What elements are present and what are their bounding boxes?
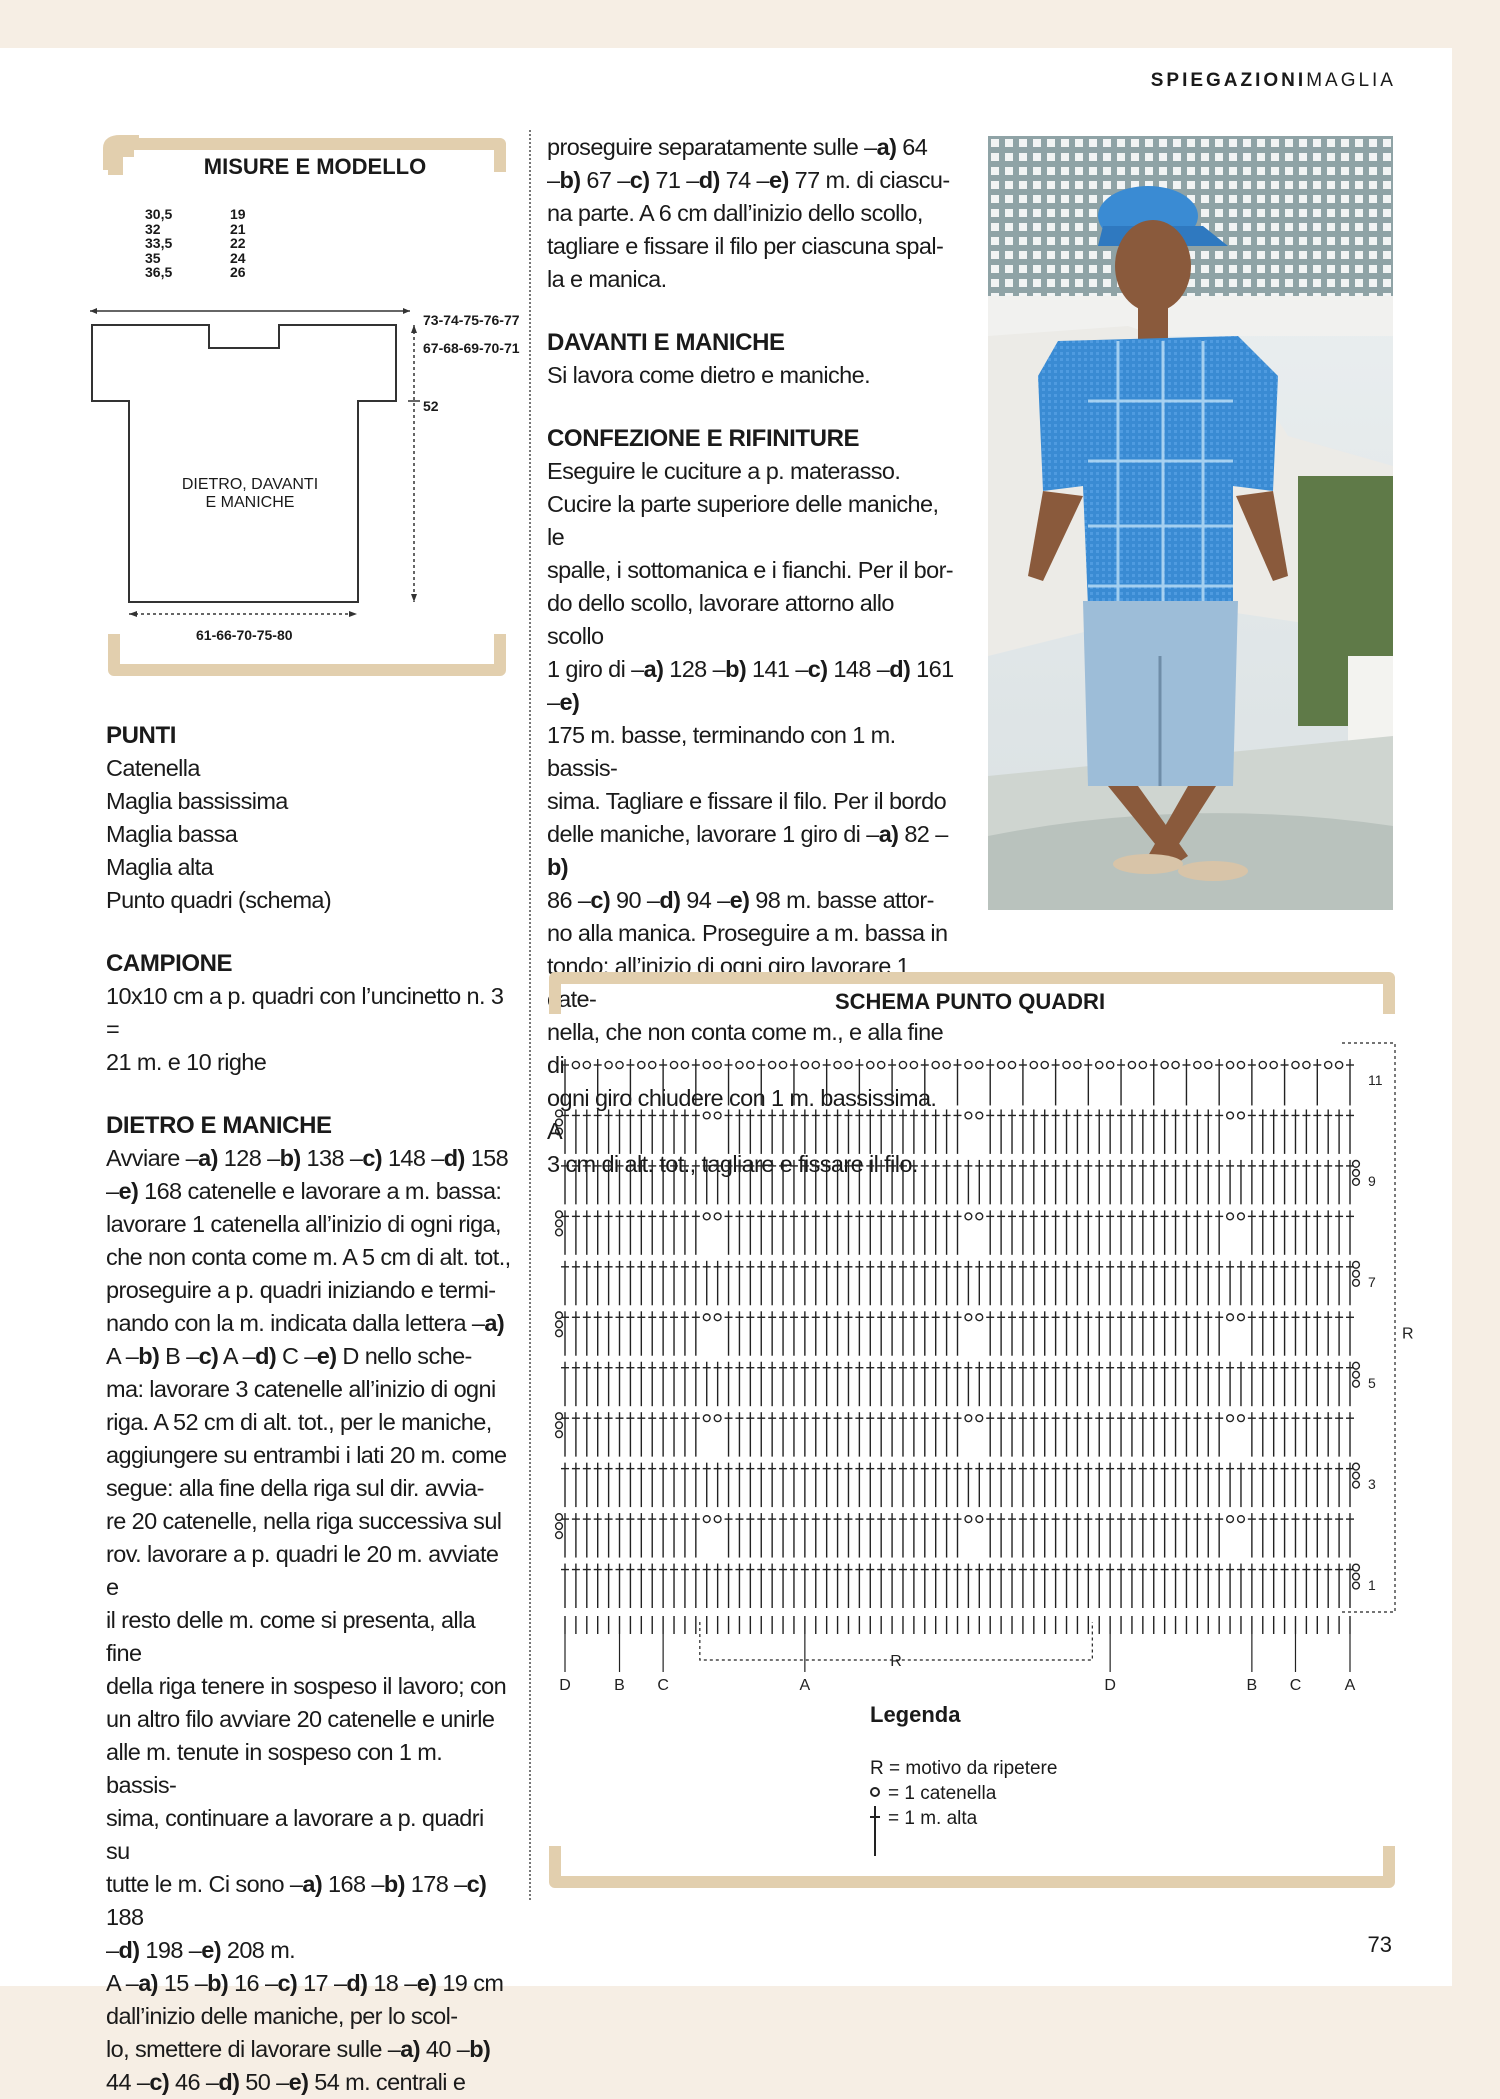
- chain-stitch: [965, 1061, 972, 1068]
- chain-stitch: [1353, 1371, 1360, 1378]
- chain-stitch: [1128, 1061, 1135, 1068]
- chain-stitch: [943, 1061, 950, 1068]
- chart-letter: C: [1289, 1677, 1302, 1694]
- chain-stitch: [1227, 1213, 1234, 1220]
- chain-stitch: [1353, 1170, 1360, 1177]
- chain-stitch: [572, 1061, 579, 1068]
- chart-letter: D: [1104, 1677, 1116, 1694]
- chain-stitch: [556, 1514, 563, 1521]
- chain-stitch: [556, 1119, 563, 1126]
- chain-stitch: [1096, 1061, 1103, 1068]
- chain-stitch: [714, 1415, 721, 1422]
- repeat-label: R: [1402, 1325, 1414, 1343]
- chain-stitch: [1161, 1061, 1168, 1068]
- confezione-line: Eseguire le cuciture a p. materasso.: [547, 458, 901, 484]
- chain-stitch: [1325, 1061, 1332, 1068]
- dietro-line: 44 –c) 46 –d) 50 –e) 54 m. centrali e: [106, 2069, 466, 2095]
- chain-stitch: [1353, 1463, 1360, 1470]
- legend-dc: = 1 m. alta: [870, 1806, 1057, 1831]
- stitch-chart: [550, 1035, 1414, 1695]
- confezione-line: 3 cm di alt. tot., tagliare e fissare il filo.: [547, 1151, 918, 1177]
- chain-stitch: [1353, 1270, 1360, 1277]
- chain-stitch: [878, 1061, 885, 1068]
- chain-stitch: [556, 1128, 563, 1135]
- chain-stitch: [834, 1061, 841, 1068]
- chain-stitch: [1335, 1061, 1342, 1068]
- dietro-line: il resto delle m. come si presenta, alla fine: [106, 1607, 476, 1666]
- row-number: 11: [1368, 1072, 1383, 1089]
- chain-stitch: [714, 1061, 721, 1068]
- punti-item: Maglia bassissima: [106, 788, 288, 814]
- chain-stitch: [1259, 1061, 1266, 1068]
- row-number: 9: [1368, 1173, 1376, 1190]
- chain-stitch: [1353, 1582, 1360, 1589]
- neck-depth-list: 19 21 22 24 26: [230, 206, 246, 280]
- dietro-line: un altro filo avviare 20 catenelle e unirle: [106, 1706, 495, 1732]
- chain-stitch: [812, 1061, 819, 1068]
- measure-panel-title: MISURE E MODELLO: [203, 154, 427, 179]
- total-length-bottom: 67-68-69-70-71: [423, 340, 520, 356]
- chain-stitch: [703, 1415, 710, 1422]
- chain-stitch: [976, 1112, 983, 1119]
- chain-stitch: [1227, 1415, 1234, 1422]
- punti-item: Maglia alta: [106, 854, 214, 880]
- chain-stitch: [1194, 1061, 1201, 1068]
- chain-stitch: [910, 1061, 917, 1068]
- dietro-line: proseguire a p. quadri iniziando e termi-: [106, 1277, 496, 1303]
- campione-line: 21 m. e 10 righe: [106, 1049, 267, 1075]
- chain-stitch: [556, 1532, 563, 1539]
- dietro-line: dall’inizio delle maniche, per lo scol-: [106, 2003, 458, 2029]
- chain-stitch: [747, 1061, 754, 1068]
- chain-stitch: [714, 1516, 721, 1523]
- dietro-line: lo, smettere di lavorare sulle –a) 40 –b): [106, 2036, 491, 2062]
- chain-stitch: [976, 1213, 983, 1220]
- chain-stitch: [616, 1061, 623, 1068]
- chain-stitch: [1353, 1179, 1360, 1186]
- chain-stitch: [1303, 1061, 1310, 1068]
- chain-stitch: [769, 1061, 776, 1068]
- legend-repeat: R = motivo da ripetere: [870, 1758, 1058, 1779]
- chain-stitch: [605, 1061, 612, 1068]
- davanti-heading: DAVANTI E MANICHE: [547, 329, 785, 356]
- chain-stitch: [1353, 1362, 1360, 1369]
- campione-heading: CAMPIONE: [106, 950, 233, 977]
- confezione-line: ogni giro chiudere con 1 m. bassissima. A: [547, 1085, 937, 1144]
- total-length-top: 73-74-75-76-77: [423, 312, 520, 328]
- chain-stitch: [1238, 1516, 1245, 1523]
- chain-stitch: [932, 1061, 939, 1068]
- chain-stitch: [670, 1061, 677, 1068]
- chain-stitch: [556, 1211, 563, 1218]
- chain-stitch: [1227, 1314, 1234, 1321]
- chain-stitch: [1353, 1472, 1360, 1479]
- chain-stitch: [1041, 1061, 1048, 1068]
- chain-stitch: [703, 1314, 710, 1321]
- confezione-line: 1 giro di –a) 128 –b) 141 –c) 148 –d) 161 –e): [547, 656, 954, 715]
- dietro-line: aggiungere su entrambi i lati 20 m. come: [106, 1442, 507, 1468]
- chain-stitch: [867, 1061, 874, 1068]
- dietro-line: A –b) B –c) A –d) C –e) D nello sche-: [106, 1343, 472, 1369]
- chain-stitch: [779, 1061, 786, 1068]
- punti-heading: PUNTI: [106, 722, 177, 749]
- row-number: 3: [1368, 1475, 1376, 1492]
- chain-symbol-icon: [870, 1787, 880, 1797]
- body-length: 52: [423, 398, 439, 414]
- chain-stitch: [965, 1112, 972, 1119]
- chain-stitch: [736, 1061, 743, 1068]
- dietro-line: –d) 198 –e) 208 m.: [106, 1937, 296, 1963]
- chart-symbols: [556, 1059, 1360, 1634]
- chain-stitch: [703, 1213, 710, 1220]
- chart-letter: A: [1344, 1677, 1356, 1694]
- chart-letter: B: [614, 1677, 625, 1694]
- chain-stitch: [1226, 1061, 1233, 1068]
- chain-stitch: [1353, 1261, 1360, 1268]
- chain-stitch: [1030, 1061, 1037, 1068]
- chain-stitch: [703, 1061, 710, 1068]
- chain-stitch: [1238, 1213, 1245, 1220]
- chain-stitch: [1353, 1481, 1360, 1488]
- instructions-column-1: [106, 719, 512, 2099]
- chain-stitch: [714, 1213, 721, 1220]
- column-divider: [529, 130, 531, 1900]
- row-number: 7: [1368, 1274, 1376, 1291]
- confezione-line: sima. Tagliare e fissare il filo. Per il bordo: [547, 788, 947, 814]
- chart-letter: C: [657, 1677, 669, 1694]
- confezione-line: nella, che non conta come m., e alla fine di: [547, 1019, 944, 1078]
- dietro-line: ma: lavorare 3 catenelle all’inizio di ogni: [106, 1376, 496, 1402]
- repeat-label: R: [890, 1653, 902, 1670]
- row-number: 1: [1368, 1576, 1376, 1593]
- double-crochet-symbol-icon: [874, 1806, 876, 1856]
- dietro-line: nando con la m. indicata dalla lettera –a): [106, 1310, 505, 1336]
- piece-label: DIETRO, DAVANTI E MANICHE: [181, 476, 319, 511]
- dietro-continued: [547, 131, 955, 296]
- confezione-line: Cucire la parte superiore delle maniche, le: [547, 491, 939, 550]
- dietro-line: tutte le m. Ci sono –a) 168 –b) 178 –c) 188: [106, 1871, 487, 1930]
- neck-width-list: 30,5 32 33,5 35 36,5: [145, 206, 173, 280]
- dietro-line: A –a) 15 –b) 16 –c) 17 –d) 18 –e) 19 cm: [106, 1970, 504, 1996]
- chain-stitch: [556, 1110, 563, 1117]
- chain-stitch: [556, 1312, 563, 1319]
- punti-item: Catenella: [106, 755, 200, 781]
- chain-stitch: [556, 1330, 563, 1337]
- legend-title: Legenda: [870, 1702, 961, 1727]
- dietro-line: lavorare 1 catenella all’inizio di ogni riga,: [106, 1211, 501, 1237]
- chain-stitch: [1139, 1061, 1146, 1068]
- chain-stitch: [1353, 1573, 1360, 1580]
- dietro-line: riga. A 52 cm di alt. tot., per le maniche,: [106, 1409, 492, 1435]
- chain-stitch: [556, 1229, 563, 1236]
- confezione-line: tondo: all’inizio di ogni giro lavorare 1 cate-: [547, 953, 910, 1012]
- chain-stitch: [976, 1415, 983, 1422]
- chain-stitch: [976, 1516, 983, 1523]
- chain-stitch: [703, 1112, 710, 1119]
- confezione-line: delle maniche, lavorare 1 giro di –a) 82 –b): [547, 821, 948, 880]
- chain-stitch: [583, 1061, 590, 1068]
- confezione-line: no alla manica. Proseguire a m. bassa in: [547, 920, 948, 946]
- chain-stitch: [965, 1213, 972, 1220]
- dietro-line: segue: alla fine della riga sul dir. avvia-: [106, 1475, 484, 1501]
- dietro-continued-line: proseguire separatamente sulle –a) 64: [547, 134, 928, 160]
- chain-stitch: [1353, 1279, 1360, 1286]
- chain-stitch: [681, 1061, 688, 1068]
- dietro-line: della riga tenere in sospeso il lavoro; con: [106, 1673, 507, 1699]
- dietro-line: che non conta come m. A 5 cm di alt. tot.,: [106, 1244, 511, 1270]
- confezione-heading: CONFEZIONE E RIFINITURE: [547, 425, 860, 452]
- chain-stitch: [845, 1061, 852, 1068]
- chain-stitch: [714, 1112, 721, 1119]
- chain-stitch: [1353, 1161, 1360, 1168]
- chain-stitch: [965, 1314, 972, 1321]
- confezione-line: 175 m. basse, terminando con 1 m. bassis-: [547, 722, 896, 781]
- chain-stitch: [1270, 1061, 1277, 1068]
- confezione-line: spalle, i sottomanica e i fianchi. Per il bor-: [547, 557, 954, 583]
- chain-stitch: [703, 1516, 710, 1523]
- confezione-line: do dello scollo, lavorare attorno allo scollo: [547, 590, 894, 649]
- chain-stitch: [556, 1321, 563, 1328]
- chain-stitch: [1238, 1314, 1245, 1321]
- page-header: SPIEGAZIONIMAGLIA: [1150, 70, 1396, 91]
- chain-stitch: [1353, 1564, 1360, 1571]
- davanti-line: Si lavora come dietro e maniche.: [547, 362, 871, 388]
- model-photo: [988, 136, 1393, 910]
- dietro-body: [106, 1142, 512, 2099]
- dietro-line: Avviare –a) 128 –b) 138 –c) 148 –d) 158: [106, 1145, 509, 1171]
- chain-stitch: [1205, 1061, 1212, 1068]
- dietro-continued-line: –b) 67 –c) 71 –d) 74 –e) 77 m. di ciascu-: [547, 167, 950, 193]
- chain-stitch: [556, 1431, 563, 1438]
- page-number: 73: [1367, 1932, 1392, 1957]
- dietro-line: –e) 168 catenelle e lavorare a m. bassa:: [106, 1178, 502, 1204]
- chain-stitch: [1227, 1112, 1234, 1119]
- chain-stitch: [1292, 1061, 1299, 1068]
- chain-stitch: [1008, 1061, 1015, 1068]
- dietro-line: sima, continuare a lavorare a p. quadri su: [106, 1805, 484, 1864]
- dietro-line: re 20 catenelle, nella riga successiva sul: [106, 1508, 502, 1534]
- chain-stitch: [638, 1061, 645, 1068]
- dietro-continued-line: na parte. A 6 cm dall’inizio dello scollo,: [547, 200, 923, 226]
- chain-stitch: [1237, 1061, 1244, 1068]
- dietro-continued-line: tagliare e fissare il filo per ciascuna spal-: [547, 233, 944, 259]
- chain-stitch: [649, 1061, 656, 1068]
- chain-stitch: [998, 1061, 1005, 1068]
- chain-stitch: [1063, 1061, 1070, 1068]
- legend: [870, 1702, 1057, 1831]
- dietro-heading: DIETRO E MANICHE: [106, 1112, 332, 1139]
- chain-stitch: [965, 1415, 972, 1422]
- chain-stitch: [1238, 1415, 1245, 1422]
- chain-stitch: [1172, 1061, 1179, 1068]
- chart-letter: D: [559, 1677, 571, 1694]
- chain-stitch: [1353, 1380, 1360, 1387]
- repeat-bracket: [700, 1043, 1395, 1660]
- chain-stitch: [899, 1061, 906, 1068]
- chain-stitch: [1227, 1516, 1234, 1523]
- width-label: 61-66-70-75-80: [196, 627, 293, 643]
- dietro-line: rov. lavorare a p. quadri le 20 m. avviate e: [106, 1541, 499, 1600]
- chain-stitch: [714, 1314, 721, 1321]
- chain-stitch: [1074, 1061, 1081, 1068]
- dietro-continued-line: la e manica.: [547, 266, 667, 292]
- punti-item: Maglia bassa: [106, 821, 238, 847]
- legend-chain: = 1 catenella: [870, 1781, 1057, 1806]
- chain-stitch: [1107, 1061, 1114, 1068]
- punti-item: Punto quadri (schema): [106, 887, 332, 913]
- chain-stitch: [976, 1314, 983, 1321]
- dietro-line: alle m. tenute in sospeso con 1 m. bassis-: [106, 1739, 443, 1798]
- chart-letter: B: [1246, 1677, 1258, 1694]
- chain-stitch: [556, 1413, 563, 1420]
- chain-stitch: [801, 1061, 808, 1068]
- confezione-line: 86 –c) 90 –d) 94 –e) 98 m. basse attor-: [547, 887, 934, 913]
- width-dimension: [125, 604, 365, 624]
- row-number: 5: [1368, 1374, 1376, 1391]
- campione-line: 10x10 cm a p. quadri con l’uncinetto n. 3 =: [106, 983, 504, 1042]
- chart-letter: A: [799, 1677, 811, 1694]
- chain-stitch: [556, 1422, 563, 1429]
- schema-title: SCHEMA PUNTO QUADRI: [834, 989, 1106, 1014]
- chain-stitch: [556, 1523, 563, 1530]
- chain-stitch: [556, 1220, 563, 1227]
- chain-stitch: [976, 1061, 983, 1068]
- chain-stitch: [1238, 1112, 1245, 1119]
- chain-stitch: [965, 1516, 972, 1523]
